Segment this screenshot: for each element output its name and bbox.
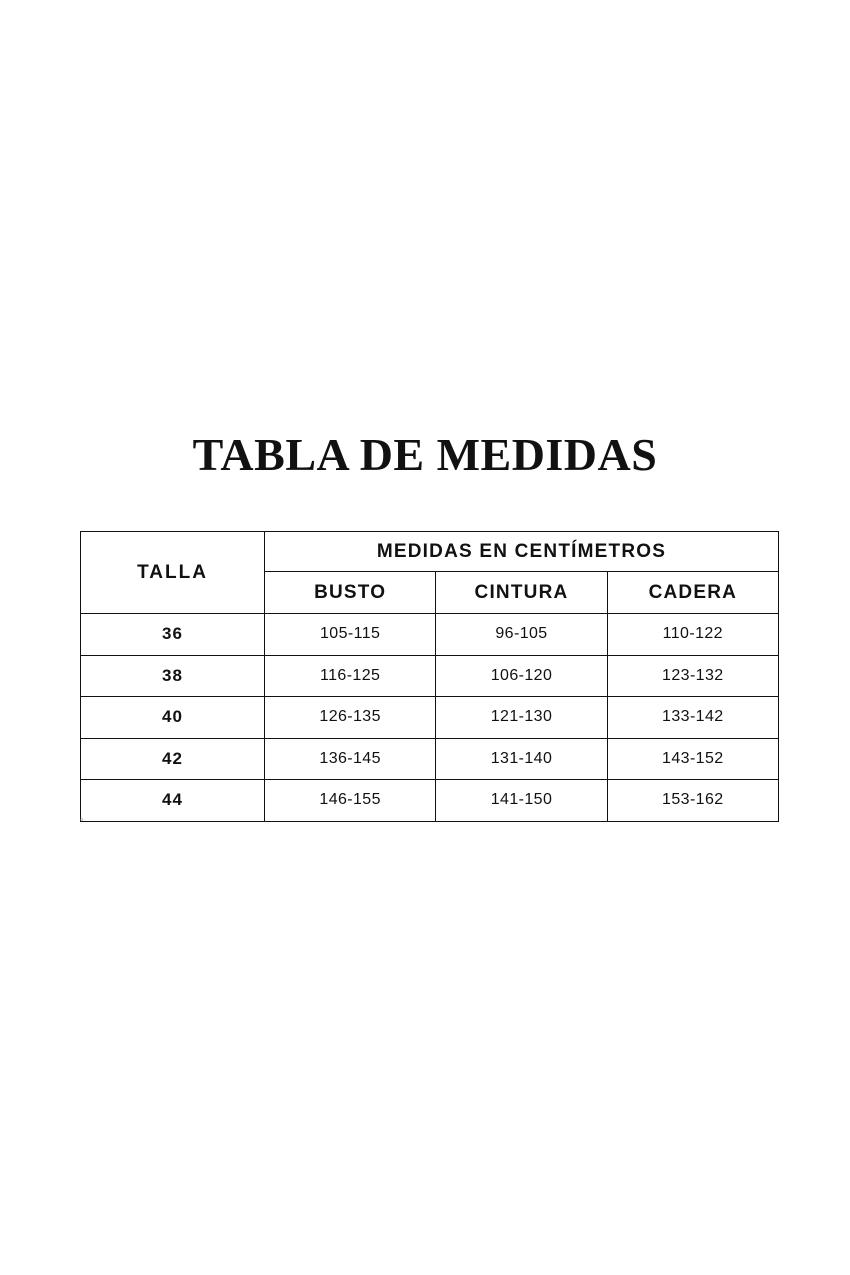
table-body (81, 614, 779, 822)
table-row (81, 738, 779, 780)
cell-cadera: 153-162 (607, 780, 778, 822)
cell-cadera: 133-142 (607, 697, 778, 739)
cell-size: 38 (81, 655, 265, 697)
cell-busto: 136-145 (265, 738, 436, 780)
header-cintura: CINTURA (436, 572, 607, 614)
cell-cadera: 110-122 (607, 614, 778, 656)
size-chart-table (80, 531, 779, 822)
cell-cadera: 123-132 (607, 655, 778, 697)
header-measures-group: MEDIDAS EN CENTÍMETROS (265, 532, 779, 572)
cell-cadera: 143-152 (607, 738, 778, 780)
size-chart-container (80, 531, 778, 822)
header-talla: TALLA (81, 532, 265, 614)
table-header (81, 532, 779, 614)
table-row (81, 780, 779, 822)
table-row (81, 614, 779, 656)
cell-cintura: 121-130 (436, 697, 607, 739)
cell-cintura: 96-105 (436, 614, 607, 656)
header-busto: BUSTO (265, 572, 436, 614)
cell-cintura: 141-150 (436, 780, 607, 822)
table-row (81, 655, 779, 697)
table-header-row-group (81, 532, 779, 572)
cell-size: 40 (81, 697, 265, 739)
cell-size: 42 (81, 738, 265, 780)
cell-busto: 116-125 (265, 655, 436, 697)
page-title: TABLA DE MEDIDAS (192, 429, 658, 480)
cell-cintura: 131-140 (436, 738, 607, 780)
cell-cintura: 106-120 (436, 655, 607, 697)
footnote-mark: o (80, 817, 83, 823)
header-cadera: CADERA (607, 572, 778, 614)
cell-busto: 105-115 (265, 614, 436, 656)
table-row (81, 697, 779, 739)
cell-busto: 126-135 (265, 697, 436, 739)
cell-busto: 146-155 (265, 780, 436, 822)
cell-size: 36 (81, 614, 265, 656)
cell-size: 44 (81, 780, 265, 822)
